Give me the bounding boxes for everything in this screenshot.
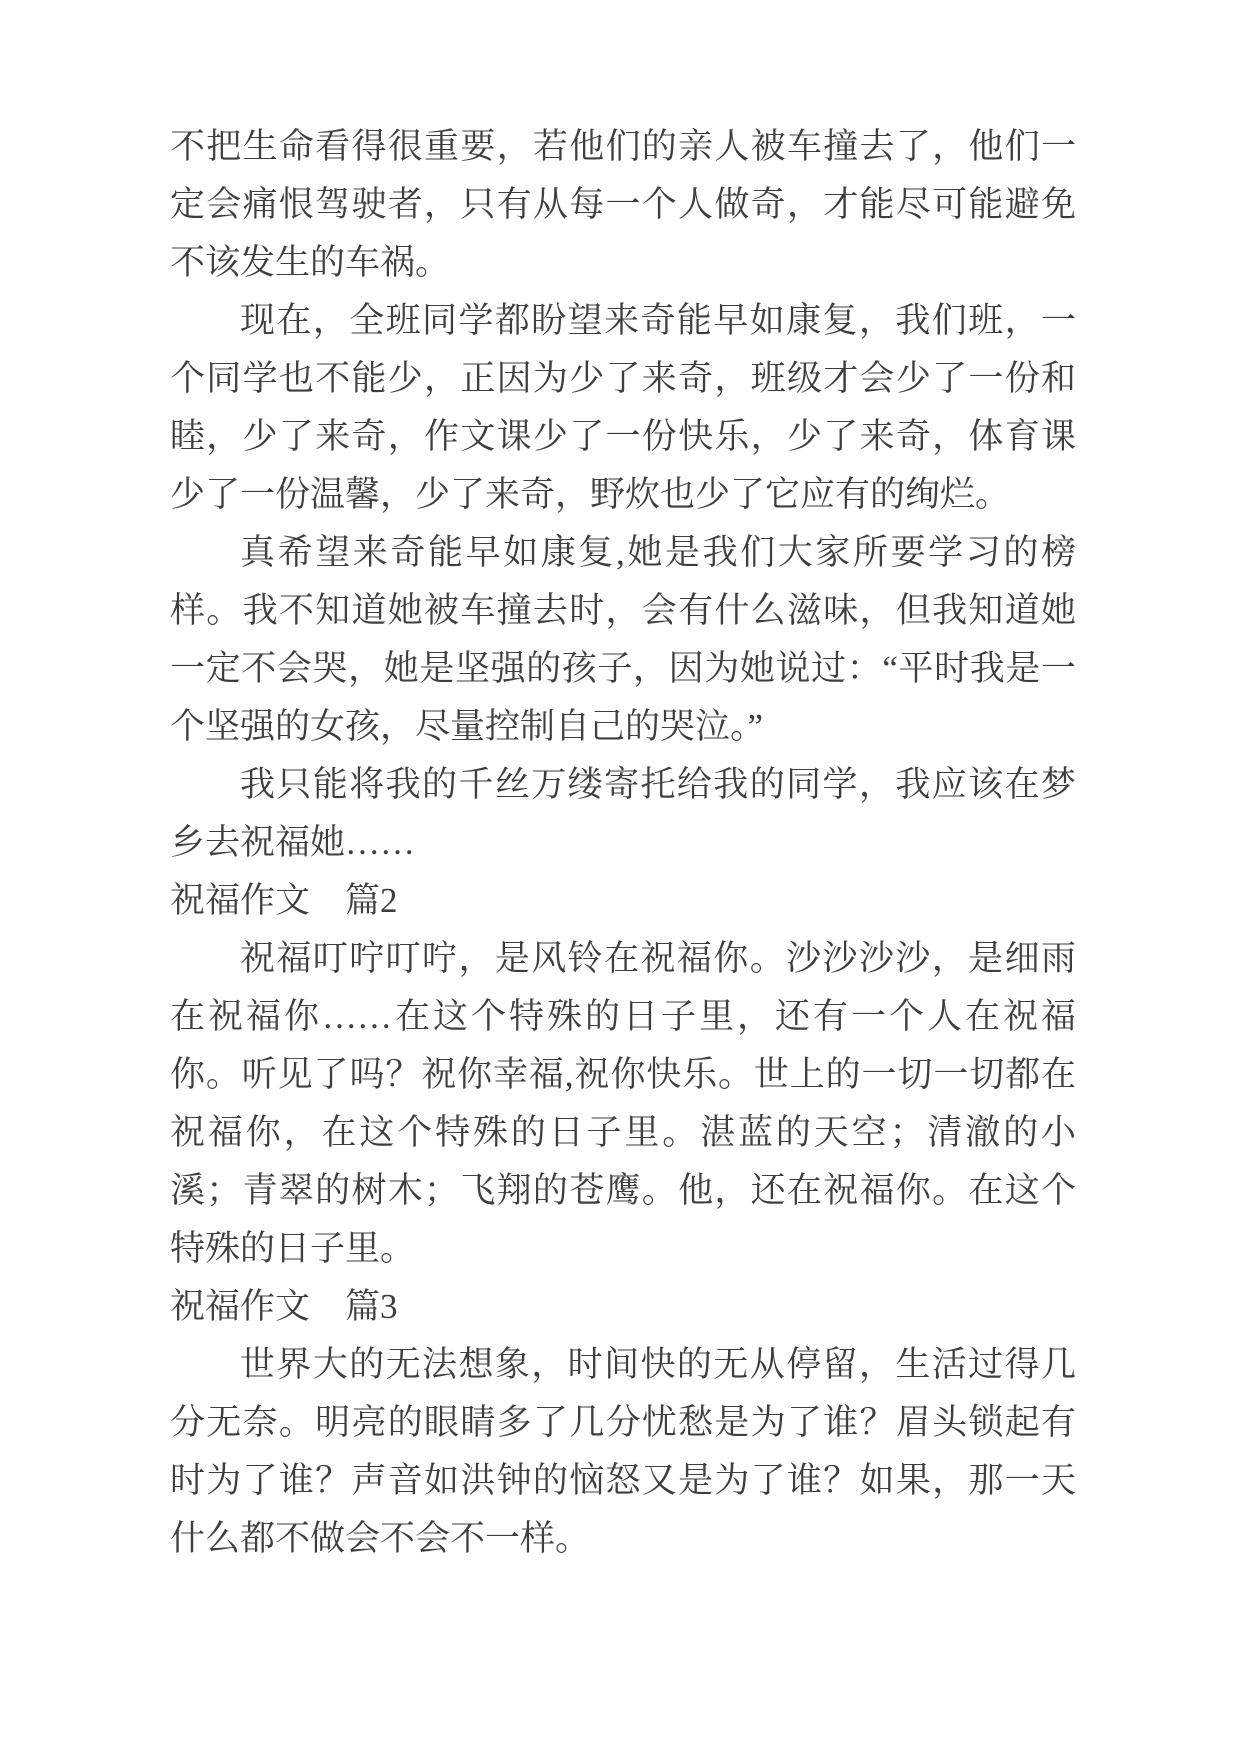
- paragraph: 我只能将我的千丝万缕寄托给我的同学，我应该在梦乡去祝福她……: [170, 765, 1076, 862]
- section-heading-essay-3: 祝福作文 篇3: [170, 1287, 398, 1326]
- paragraph: 真希望来奇能早如康复,她是我们大家所要学习的榜样。我不知道她被车撞去时，会有什么滋味，但我知道她一定不会哭，她是坚强的孩子，因为她说过：“平时我是一个坚强的女孩，尽量控制自己的哭泣。”: [170, 533, 1076, 746]
- paragraph: 现在，全班同学都盼望来奇能早如康复，我们班，一个同学也不能少，正因为少了来奇，班级才会少了一份和睦，少了来奇，作文课少了一份快乐，少了来奇，体育课少了一份温馨，少了来奇，野炊也少了它应有的绚烂。: [170, 301, 1076, 514]
- section-heading-essay-2: 祝福作文 篇2: [170, 881, 398, 920]
- paragraph: 祝福叮咛叮咛，是风铃在祝福你。沙沙沙沙，是细雨在祝福你……在这个特殊的日子里，还有一个人在祝福你。听见了吗？祝你幸福,祝你快乐。世上的一切一切都在祝福你，在这个特殊的日子里。湛蓝的天空；清澈的小溪；青翠的树木；飞翔的苍鹰。他，还在祝福你。在这个特殊的日子里。: [170, 939, 1076, 1268]
- paragraph-continuation: 不把生命看得很重要，若他们的亲人被车撞去了，他们一定会痛恨驾驶者，只有从每一个人做奇，才能尽可能避免不该发生的车祸。: [170, 127, 1076, 282]
- text-column: [170, 118, 1076, 1568]
- paragraph: 世界大的无法想象，时间快的无从停留，生活过得几分无奈。明亮的眼睛多了几分忧愁是为了谁？眉头锁起有时为了谁？声音如洪钟的恼怒又是为了谁？如果，那一天什么都不做会不会不一样。: [170, 1345, 1076, 1558]
